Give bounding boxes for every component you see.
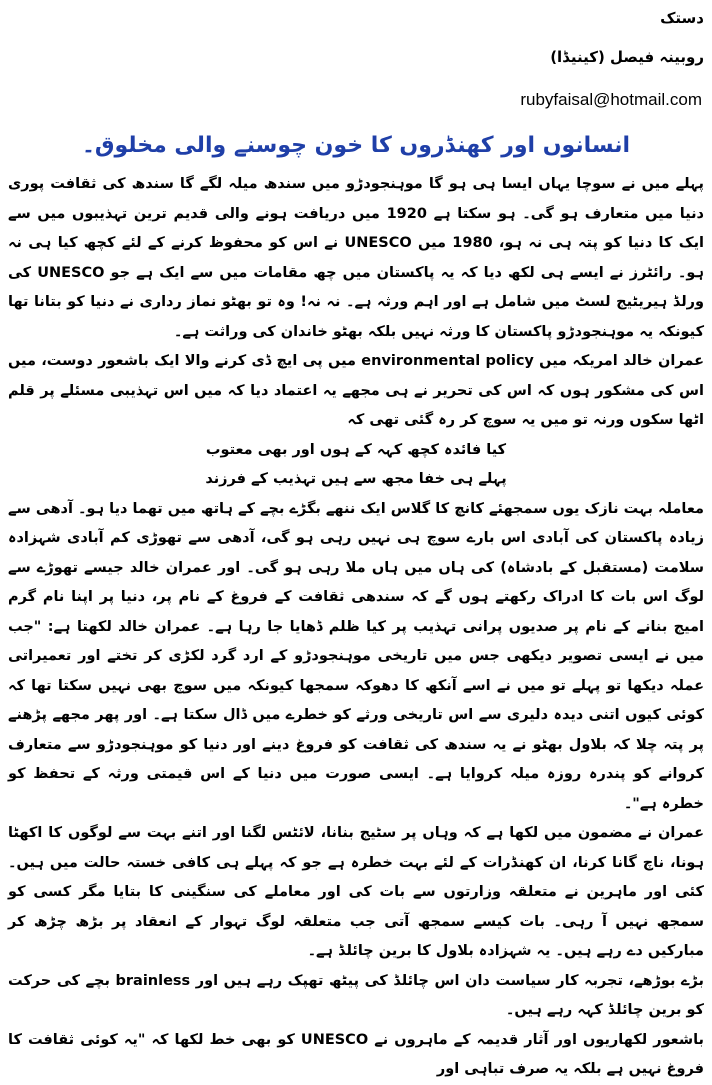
column-title: دستک bbox=[660, 9, 704, 27]
paragraph-stage-danger: عمران نے مضمون میں لکھا ہے کہ وہاں پر سٹیج بنانا، لائٹس لگنا اور اتنے بہت سے لوگوں کا اکھٹا ہونا، ناچ گانا کرنا، ان کھنڈرات کے لئے بہت خطرہ ہے جو کہ پہلے ہی کافی خستہ حالت میں ہیں۔ کئی اور ماہرین نے متعلقہ وزارتوں سے بات کی اور معاملے کی سنگینی کا بتایا مگر کسی کو سمجھ نہیں آ رہی۔ بات کیسے سمجھ آتی جب متعلقہ لوگ تہوار کے انعقاد پر بڑھ چڑھ کر مبارکیں دے رہے ہیں۔ یہ شہزادہ بلاول کا برین چائلڈ ہے۔ bbox=[8, 825, 704, 959]
author-email: rubyfaisal@hotmail.com bbox=[520, 90, 702, 109]
paragraph-unesco-letter: باشعور لکھاریوں اور آثار قدیمہ کے ماہروں نے UNESCO کو بھی خط لکھا کہ "یہ کوئی ثقافت کا فروغ نہیں ہے بلکہ یہ صرف تباہی اور bbox=[8, 1031, 704, 1077]
verse-line-2: پہلے ہی خفا مجھ سے ہیں تہذیب کے فرزند bbox=[205, 471, 507, 487]
verse-line-1: کیا فائدہ کچھ کہہ کے ہوں اور بھی معتوب bbox=[205, 441, 507, 458]
author-name: روبینہ فیصل (کینیڈا) bbox=[550, 48, 704, 66]
paragraph-fragile-matter: معاملہ بہت نازک یوں سمجھئے کانچ کا گلاس ایک ننھے بگڑے بچے کے ہاتھ میں تھما دیا ہو۔ آدھی سے زیادہ پاکستان کی آبادی اس بارے سوچ ہی نہیں رہی ہو گی، آدھی سے تھوڑی کم آبادی شہزادہ سلامت (مستقبل کے بادشاہ) کی ہاں میں ہاں ملا رہی ہو گی۔ اور عمران خالد جیسے تھوڑے سے لوگ اس بات کا ادراک رکھتے ہوں گے کہ سندھی ثقافت کے فروغ کے نام پر، دنیا پر اپنا نام گرم امیج بنانے کے نام پر صدیوں پرانی تہذیب پر کیا ظلم ڈھایا جا رہا ہے۔ عمران خالد لکھتا ہے: "جب میں نے ایسی تصویر دیکھی جس میں تاریخی موہنجودڑو کے ارد گرد لکڑی کر تختے اور تعمیراتی عملہ دیکھا تو پہلے تو میں نے اسے آنکھ کا دھوکہ سمجھا کیونکہ میں سوچ بھی نہیں سکتا تھا کہ کوئی کیوں اتنی دیدہ دلیری سے اس تاریخی ورثے کو خطرے میں ڈال سکتا ہے۔ اور پھر مجھے پڑھنے پر پتہ چلا کہ بلاول بھٹو نے یہ سندھ کی ثقافت کو فروغ دینے اور دنیا کو موہنجودڑو سے متعارف کروانے کو پندرہ روزہ میلہ کروایا ہے۔ ایسی صورت میں دنیا کے اس قیمتی ورثہ کے تحفظ کو خطرہ ہے"۔ bbox=[8, 500, 704, 812]
paragraph-intro: پہلے میں نے سوچا یہاں ایسا ہی ہو گا موہنجودڑو میں سندھ میلہ لگے گا سندھ کی ثقافت پوری دنیا میں متعارف ہو گی۔ ہو سکتا ہے 1920 میں دریافت ہونے والی قدیم ترین تہذیبوں میں سے ایک کا دنیا کو پتہ ہی نہ ہو، 1980 میں UNESCO نے اس کو محفوظ کرنے کے لئے کچھ کیا ہی نہ ہو۔ رائٹرز نے ایسے ہی لکھ دیا کہ یہ پاکستان میں چھ مقامات میں سے ایک ہے جو UNESCO کی ورلڈ ہیریٹیج لسٹ میں شامل ہے اور اہم ورثہ ہے۔ نہ نہ! وہ تو بھٹو نماز رداری نے دنیا کو بتانا تھا کیونکہ یہ موہنجودڑو پاکستان کا ورثہ نہیں بلکہ بھٹو خاندان کی وراثت ہے۔ bbox=[8, 176, 704, 340]
paragraph-imran-khalid: عمران خالد امریکہ میں environmental policy میں پی ایچ ڈی کرنے والا ایک باشعور دوست، میں اس کی مشکور ہوں کہ اس کی تحریر نے ہی مجھے یہ اعتماد دیا کہ میں اس تہذیبی مسئلے پر قلم اٹھا سکوں ورنہ تو میں یہ سوچ کر رہ گئی تھی کہ bbox=[8, 353, 705, 428]
paragraph-brainless: بڑے بوڑھے، تجربہ کار سیاست دان اس چائلڈ کی پیٹھ تھپک رہے ہیں اور brainless بچے کی حرکت کو برین چائلڈ کہہ رہے ہیں۔ bbox=[8, 972, 704, 1018]
article-body bbox=[8, 170, 704, 1085]
article-headline: انسانوں اور کھنڈروں کا خون چوسنے والی مخلوق۔ bbox=[81, 133, 631, 158]
